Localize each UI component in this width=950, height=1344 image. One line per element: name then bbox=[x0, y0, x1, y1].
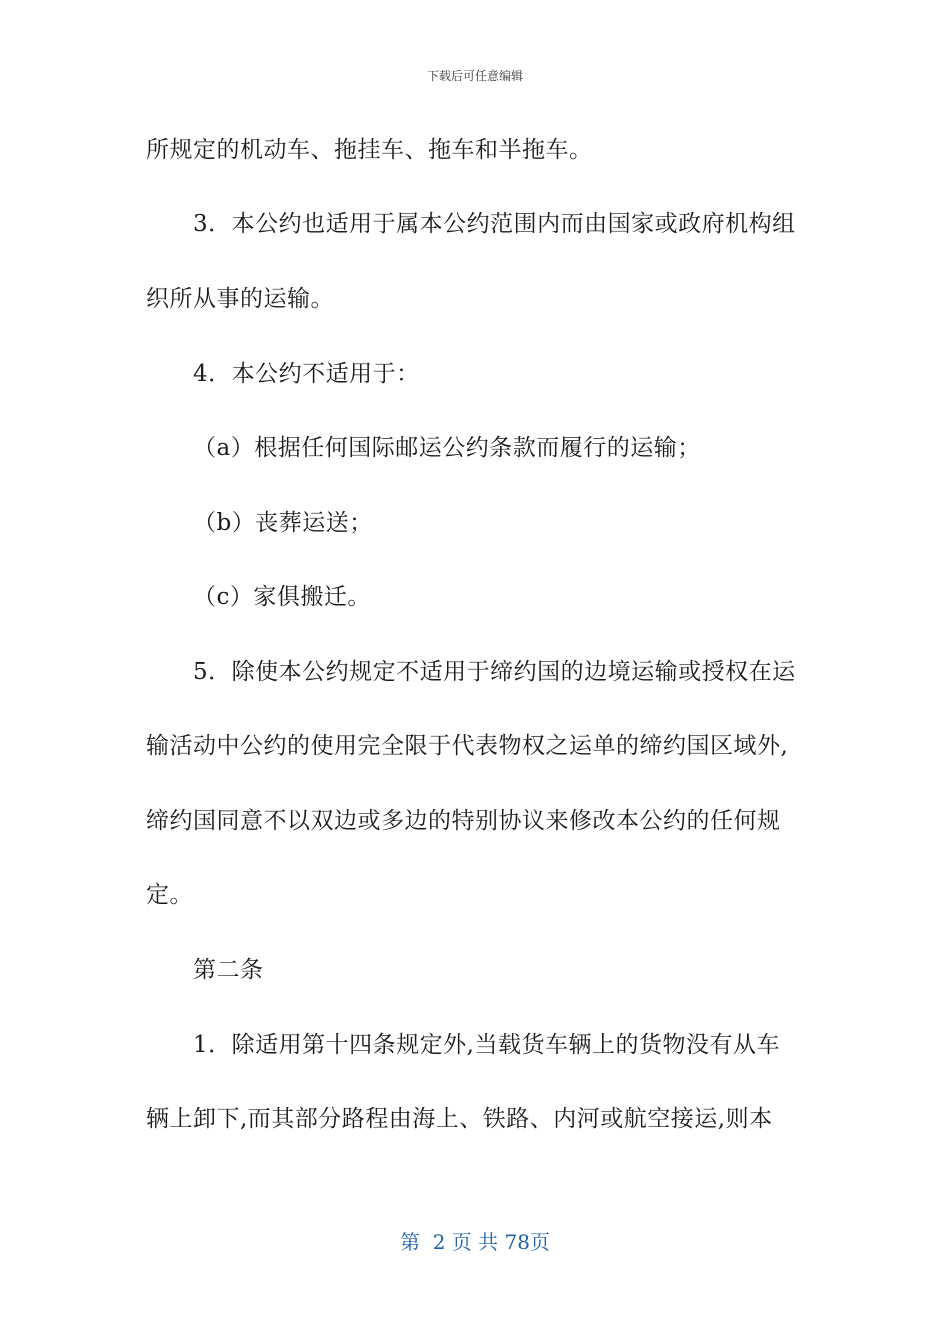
text-line: 1．除适用第十四条规定外,当载货车辆上的货物没有从车 bbox=[193, 1032, 780, 1058]
text-line: 5．除使本公约规定不适用于缔约国的边境运输或授权在运 bbox=[193, 659, 796, 685]
text-line: 辆上卸下,而其部分路程由海上、铁路、内河或航空接运,则本 bbox=[146, 1106, 773, 1132]
page-header: 下载后可任意编辑 bbox=[426, 69, 523, 83]
text-line: 缔约国同意不以双边或多边的特别协议来修改本公约的任何规 bbox=[146, 808, 781, 834]
text-line: 输活动中公约的使用完全限于代表物权之运单的缔约国区域外, bbox=[146, 733, 789, 759]
text-line: （a）根据任何国际邮运公约条款而履行的运输； bbox=[193, 435, 701, 461]
text-line: 定。 bbox=[146, 882, 193, 908]
section-heading: 第二条 bbox=[193, 957, 264, 983]
text-line: 3．本公约也适用于属本公约范围内而由国家或政府机构组 bbox=[193, 211, 796, 237]
page-number-footer: 第 2 页 共 78页 bbox=[400, 1230, 550, 1254]
text-line: 织所从事的运输。 bbox=[146, 286, 334, 312]
text-line: （c）家俱搬迁。 bbox=[193, 584, 371, 610]
text-line: 4．本公约不适用于： bbox=[193, 361, 420, 387]
text-line: 所规定的机动车、拖挂车、拖车和半拖车。 bbox=[146, 137, 593, 163]
text-line: （b）丧葬运送； bbox=[193, 510, 373, 536]
